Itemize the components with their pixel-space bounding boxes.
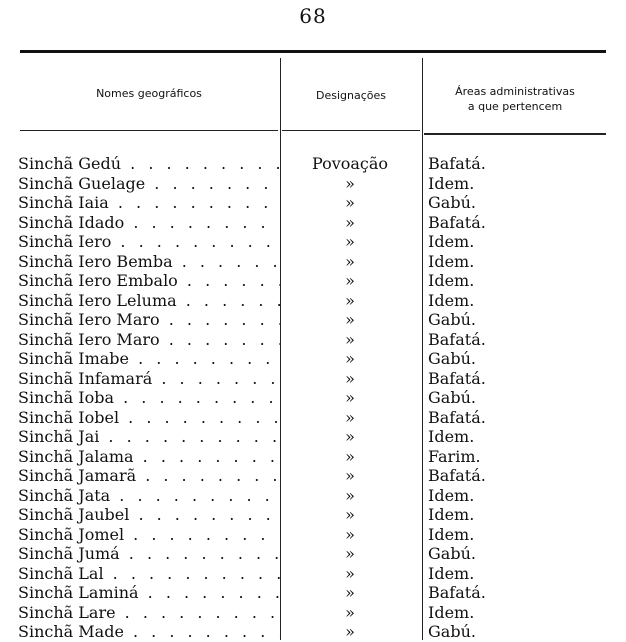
administrative-area: Gabú.	[428, 544, 476, 563]
administrative-area: Bafatá.	[428, 154, 486, 173]
administrative-area: Bafatá.	[428, 583, 486, 602]
page-number: 68	[299, 4, 327, 28]
designation: »	[345, 193, 355, 212]
table-row	[0, 544, 626, 564]
table-row	[0, 252, 626, 272]
geographic-name: Sinchã Iero . . .	[18, 232, 280, 252]
designation: »	[345, 466, 355, 485]
header-areas	[424, 84, 606, 114]
geographic-name: Sinchã Guelage . . .	[18, 174, 280, 194]
designation: »	[345, 349, 355, 368]
table-row	[0, 310, 626, 330]
table-row	[0, 505, 626, 525]
table-row	[0, 564, 626, 584]
geographic-name: Sinchã Iero Bemba . . .	[18, 252, 280, 272]
designation: »	[345, 427, 355, 446]
administrative-area: Gabú.	[428, 349, 476, 368]
administrative-area: Idem.	[428, 251, 475, 271]
administrative-area: Idem.	[428, 427, 475, 446]
administrative-area: Bafatá.	[428, 466, 486, 485]
geographic-name: Sinchã Lare . . .	[18, 603, 280, 623]
header-rule-right	[424, 133, 606, 135]
table-body	[0, 154, 626, 642]
table-row	[0, 525, 626, 545]
designation: »	[345, 290, 355, 310]
geographic-name: Sinchã Jamarã . . .	[18, 466, 280, 486]
header-designations: Designações	[316, 89, 386, 102]
header-areas-line1: Áreas administrativas	[455, 85, 575, 98]
table-row	[0, 193, 626, 213]
table-row	[0, 427, 626, 447]
administrative-area: Idem.	[428, 290, 475, 310]
table-row	[0, 388, 626, 408]
table-row	[0, 330, 626, 350]
header-rule-left	[20, 130, 278, 131]
table-row	[0, 232, 626, 252]
table-row	[0, 603, 626, 623]
designation: »	[345, 173, 355, 193]
geographic-name: Sinchã Infamará . . .	[18, 369, 280, 389]
administrative-area: Gabú.	[428, 622, 476, 641]
administrative-area: Idem.	[428, 524, 475, 544]
geographic-name: Sinchã Imabe . . .	[18, 349, 280, 369]
geographic-name: Sinchã Iaia . . .	[18, 193, 280, 213]
table-row	[0, 174, 626, 194]
designation: »	[345, 251, 355, 271]
table-row	[0, 447, 626, 467]
designation: »	[345, 544, 355, 563]
administrative-area: Bafatá.	[428, 212, 486, 232]
geographic-name: Sinchã Idado . . .	[18, 213, 280, 233]
designation: »	[345, 485, 355, 505]
table-row	[0, 466, 626, 486]
table-row	[0, 622, 626, 642]
designation: »	[345, 446, 355, 466]
designation: »	[345, 310, 355, 329]
administrative-area: Idem.	[428, 173, 475, 193]
administrative-area: Farim.	[428, 446, 481, 466]
administrative-area: Gabú.	[428, 388, 476, 407]
geographic-name: Sinchã Iero Maro . . .	[18, 310, 280, 330]
designation: »	[345, 232, 355, 251]
geographic-name: Sinchã Iobel . . .	[18, 408, 280, 428]
designation: Povoação	[311, 154, 389, 173]
geographic-name: Sinchã Jumá . . .	[18, 544, 280, 564]
designation: »	[345, 524, 355, 544]
designation: »	[345, 583, 355, 602]
geographic-name: Sinchã Iero Maro . . .	[18, 330, 280, 350]
geographic-name: Sinchã Jaubel . . .	[18, 505, 280, 525]
designation: »	[345, 622, 355, 641]
geographic-name: Sinchã Lal . . .	[18, 564, 280, 584]
geographic-name: Sinchã Laminá . . .	[18, 583, 280, 603]
designation: »	[345, 602, 355, 622]
geographic-name: Sinchã Jata . . .	[18, 486, 280, 506]
header-names: Nomes geográficos	[96, 87, 202, 100]
geographic-name: Sinchã Jai . . .	[18, 427, 280, 447]
designation: »	[345, 505, 355, 524]
administrative-area: Idem.	[428, 271, 475, 290]
designation: »	[345, 368, 355, 388]
geographic-name: Sinchã Iero Embalo . . .	[18, 271, 280, 291]
table-top-rule	[20, 50, 606, 53]
administrative-area: Gabú.	[428, 193, 476, 212]
table-row	[0, 369, 626, 389]
designation: »	[345, 563, 355, 583]
table-row	[0, 349, 626, 369]
administrative-area: Idem.	[428, 505, 475, 524]
geographic-name: Sinchã Jalama . . .	[18, 447, 280, 467]
administrative-area: Idem.	[428, 232, 475, 251]
table-row	[0, 154, 626, 174]
geographic-name: Sinchã Ioba . . .	[18, 388, 280, 408]
table-row	[0, 291, 626, 311]
administrative-area: Idem.	[428, 602, 475, 622]
table-row	[0, 271, 626, 291]
header-rule-mid	[282, 130, 420, 131]
geographic-name: Sinchã Gedú . . .	[18, 154, 280, 174]
designation: »	[345, 212, 355, 232]
designation: »	[345, 271, 355, 290]
designation: »	[345, 388, 355, 407]
administrative-area: Idem.	[428, 563, 475, 583]
administrative-area: Bafatá.	[428, 407, 486, 427]
header-areas-line2: a que pertencem	[467, 100, 563, 113]
table-row	[0, 486, 626, 506]
administrative-area: Bafatá.	[428, 329, 486, 349]
table-row	[0, 408, 626, 428]
geographic-name: Sinchã Jomel . . .	[18, 525, 280, 545]
geographic-name: Sinchã Made . . .	[18, 622, 280, 642]
table-row	[0, 583, 626, 603]
designation: »	[345, 407, 355, 427]
administrative-area: Gabú.	[428, 310, 476, 329]
administrative-area: Idem.	[428, 485, 475, 505]
table-row	[0, 213, 626, 233]
administrative-area: Bafatá.	[428, 368, 486, 388]
designation: »	[345, 329, 355, 349]
geographic-name: Sinchã Iero Leluma . . .	[18, 291, 280, 311]
